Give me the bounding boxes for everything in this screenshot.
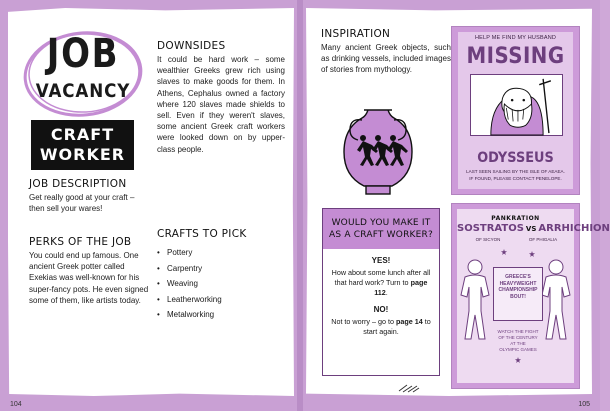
list-item: • Pottery — [157, 245, 285, 261]
quiz-question: WOULD YOU MAKE IT AS A CRAFT WORKER? — [323, 209, 439, 249]
book-gutter — [297, 0, 303, 411]
missing-header: HELP ME FIND MY HUSBAND — [474, 35, 557, 41]
quiz-yes-label: YES! — [371, 256, 391, 265]
inspiration-heading: INSPIRATION — [321, 28, 391, 40]
page-number-left: 104 — [10, 401, 22, 408]
missing-poster-inner — [458, 32, 573, 189]
page-number-right: 105 — [578, 401, 590, 408]
inspiration-section — [321, 28, 451, 76]
missing-name: ODYSSEUS — [477, 150, 554, 166]
perks-heading: PERKS OF THE JOB — [29, 236, 132, 248]
downsides-text: It could be hard work – some wealthier Greeks grew rich using slaves to make goods for them. In Athens, Cephalus owned a factory where 120 slaves made shields to sell. Even if they weren't slaves, some ancient Greek craft workers were looked down on by upper-class people. — [157, 55, 285, 154]
badge-line1: CRAFT — [50, 125, 115, 144]
job-description-section — [29, 178, 149, 214]
odysseus-portrait-icon — [470, 74, 563, 136]
missing-poster — [451, 26, 580, 195]
pankration-event: PANKRATION — [491, 215, 540, 222]
inspiration-text: Many ancient Greek objects, such as drinking vessels, included images of stories from mythology. — [321, 43, 451, 75]
list-item: • Leatherworking — [157, 292, 285, 308]
quiz-no-page-link[interactable]: page 14 — [395, 317, 423, 326]
vs-text: VS — [525, 225, 537, 233]
championship-box: GREECE'S HEAVYWEIGHT CHAMPIONSHIP BOUT! — [493, 267, 543, 321]
badge-line2: WORKER — [39, 145, 126, 164]
list-item: • Metalworking — [157, 307, 285, 323]
quiz-answers — [323, 256, 439, 337]
perks-section — [29, 236, 149, 306]
job-vacancy-title — [20, 28, 146, 118]
greek-vase-icon — [338, 106, 418, 198]
job-description-heading: JOB DESCRIPTION — [29, 178, 127, 190]
list-item: • Carpentry — [157, 261, 285, 277]
star-icon — [529, 251, 535, 257]
crafts-section — [157, 228, 285, 323]
quiz-box — [322, 208, 440, 376]
olympic-games-text: WATCH THE FIGHT OF THE CENTURY AT THE OLYMPIC GAMES — [497, 329, 539, 352]
star-icon — [515, 357, 521, 363]
pankration-fighters — [457, 223, 610, 234]
downsides-heading: DOWNSIDES — [157, 40, 226, 52]
fighter1-origin: OF SICYON — [475, 237, 501, 242]
title-job-text: JOB — [46, 31, 120, 77]
wrestler-left-icon — [459, 257, 493, 343]
quiz-yes-text: How about some lunch after all that hard work? Turn to page 112. — [331, 268, 431, 297]
fighter-origins — [463, 237, 568, 242]
perks-text: You could end up famous. One ancient Greek potter called Exekias was well-known for his super-fancy pots. He even signed some of them, like artists today. — [29, 251, 149, 305]
fighter2-name: ARRHICHION — [538, 223, 610, 234]
fighter1-name: SOSTRATOS — [457, 223, 524, 234]
star-icon — [501, 249, 507, 255]
missing-details: LAST SEEN SAILING BY THE ISLE OF AEAEA. IF FOUND, PLEASE CONTACT PENELOPE. — [466, 169, 565, 181]
pankration-poster — [451, 203, 610, 389]
title-vacancy-text: VACANCY — [35, 80, 131, 102]
fighter2-origin: OF PHIGALIA — [528, 237, 558, 242]
wrestler-right-icon — [538, 257, 572, 343]
pankration-poster-inner — [457, 209, 610, 383]
downsides-section — [157, 40, 285, 155]
crafts-list — [157, 245, 285, 323]
list-item: • Weaving — [157, 276, 285, 292]
scribble-icon — [397, 383, 421, 393]
missing-title: MISSING — [466, 44, 565, 69]
crafts-heading: CRAFTS TO PICK — [157, 228, 247, 240]
job-description-text: Get really good at your craft – then sell your wares! — [29, 193, 135, 214]
craft-worker-badge — [31, 120, 134, 170]
quiz-yes-page-link[interactable]: page 112 — [374, 278, 428, 297]
quiz-no-label: NO! — [373, 305, 389, 314]
quiz-no-text: Not to worry – go to page 14 to start again. — [331, 317, 431, 336]
